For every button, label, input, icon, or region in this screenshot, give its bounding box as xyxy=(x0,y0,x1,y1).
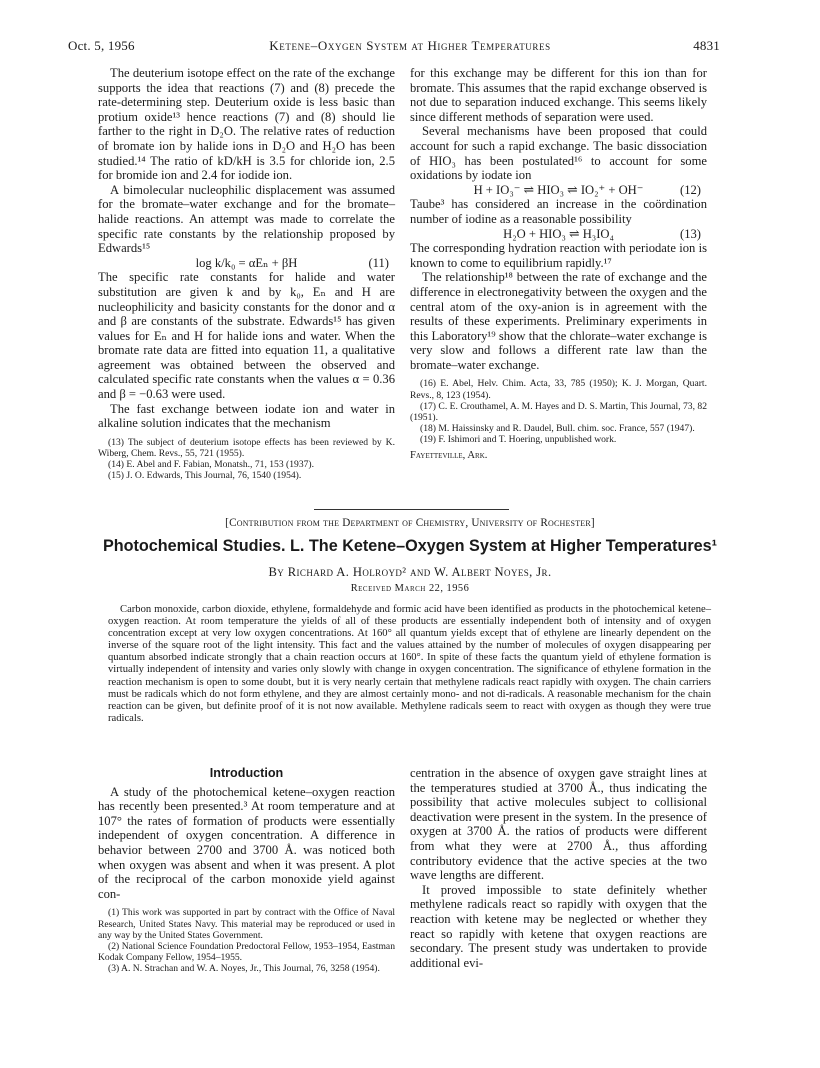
equation-12 xyxy=(410,183,707,198)
abstract: Carbon monoxide, carbon dioxide, ethylene, formaldehyde and formic acid have been identified as products in the photochemical ketene–oxygen reaction. At room temperature the yields of all of these products are essentially independent both of intensity and of oxygen concentration except at very low oxygen concentrations. At 160° all quantum yields except that of ethylene are linearly dependent on the inverse of the square root of the light intensity. This fact and the values attained by the number of molecules of oxygen disappearing per quantum absorbed indicate strongly that a chain reaction occurs at 160°. In spite of these facts the quantum yield of ethylene formation is virtually independent of intensity and varies only slowly with change in oxygen concentration. The significance of ethylene formation in the reaction mechanism is open to some doubt, but it is very nearly certain that methylene radicals react rapidly with oxygen. The chain carriers must be radicals which do not form ethylene, and they are almost certainly mono- and not di-radicals. A reasonable mechanism for the chain reaction can be given, but definite proof of it is not now available. Methylene radicals seem to react with oxygen as though they were true radicals. xyxy=(108,604,711,724)
footnote: (13) The subject of deuterium isotope effects has been reviewed by K. Wiberg, Chem. Revs., 55, 721 (1955). xyxy=(98,436,395,460)
contribution-line: [Contribution from the Department of Chemistry, University of Rochester] xyxy=(225,517,595,529)
paragraph: Several mechanisms have been proposed that could account for such a rapid exchange. The basic dissociation of HIO₃ has been postulated¹⁶ to account for some oxidations by iodate ion xyxy=(410,124,707,183)
footnotes xyxy=(98,907,395,974)
footnote: (3) A. N. Strachan and W. A. Noyes, Jr., This Journal, 76, 3258 (1954). xyxy=(108,963,380,975)
article-authors: By Richard A. Holroyd² and W. Albert Noyes, Jr. xyxy=(268,565,552,579)
paragraph: Taube³ has considered an increase in the coördination number of iodine as a reasonable possibility xyxy=(410,197,707,226)
running-title: Ketene–Oxygen System at Higher Temperatures xyxy=(269,38,551,53)
paragraph: The specific rate constants for halide and water substitution are given k and by k₀, Eₙ and H are nucleophilicity and basicity constants for the donor and α and β are constants of the substrate. Edwards¹⁵ has given values for Eₙ and H for halide ions and water. When the bromate rate data are fitted into equation 11, a qualitative agreement was obtained between the observed and calculated specific rate constants when the values α = 0.36 and β = −0.63 were used. xyxy=(98,270,395,402)
footnotes xyxy=(410,378,707,445)
footnote: (19) F. Ishimori and T. Hoering, unpublished work. xyxy=(420,434,617,446)
paragraph: for this exchange may be different for this ion than for bromate. This assumes that the rapid exchange observed is not due to separation induced exchange. This seems likely since different methods of separation were used. xyxy=(410,66,707,124)
page-number: 4831 xyxy=(693,38,720,53)
equation-text: H₂O + HIO₃ ⇌ H₃IO₄ xyxy=(503,226,614,241)
footnote: (16) E. Abel, Helv. Chim. Acta, 33, 785 (1950); K. J. Morgan, Quart. Revs., 8, 123 (1954). xyxy=(410,378,707,401)
footnote: (14) E. Abel and F. Fabian, Monatsh., 71, 153 (1937). xyxy=(108,459,315,471)
upper-right-column xyxy=(410,66,707,463)
lower-right-column xyxy=(410,766,707,970)
paragraph: The deuterium isotope effect on the rate of the exchange supports the idea that reactions (7) and (8) precede the rate-determining step. Deuterium oxide is less basic than protium oxide¹³ hence reactions (7) and (8) should lie farther to the right in D₂O. The relative rates of reduction of bromate ion by halide ions in D₂O and H₂O has been studied.¹⁴ The ratio of kD/kH is 3.5 for chloride ion, 2.5 for bromide ion and 2.4 for iodide ion. xyxy=(98,66,395,183)
article-title: Photochemical Studies. L. The Ketene–Oxygen System at Higher Temperatures¹ xyxy=(102,537,718,555)
footnote: (15) J. O. Edwards, This Journal, 76, 1540 (1954). xyxy=(108,470,302,482)
paragraph: It proved impossible to state definitely whether methylene radicals react so rapidly with oxygen that the reaction with ketene may be neglected or whether they react so rapidly with ketene that oxygen reactions are secondary. The present study was undertaken to provide additional evi- xyxy=(410,882,707,970)
section-heading: Introduction xyxy=(209,766,284,780)
footnote: (17) C. E. Crouthamel, A. M. Hayes and D. S. Martin, This Journal, 73, 82 (1951). xyxy=(410,400,707,424)
equation-text: H + IO₃⁻ ⇌ HIO₃ ⇌ IO₂⁺ + OH⁻ xyxy=(473,182,644,197)
equation-number: (11) xyxy=(368,255,389,270)
upper-left-column xyxy=(98,66,395,482)
equation-text: log k/k₀ = αEₙ + βH xyxy=(195,255,298,270)
paragraph: A bimolecular nucleophilic displacement was assumed for the bromate–water exchange and for the bromate–halide reactions. An attempt was made to correlate the specific rate constants by the relationship proposed by Edwards¹⁵ xyxy=(98,182,395,256)
affiliation: Fayetteville, Ark. xyxy=(410,449,488,461)
equation-13 xyxy=(410,227,707,242)
header-date: Oct. 5, 1956 xyxy=(68,38,135,53)
paragraph: The relationship¹⁸ between the rate of exchange and the difference in electronegativity between the oxygen and the central atom of the oxy-anion is in agreement with the results of these experiments. Preliminary experiments in this Laboratory¹⁹ show that the chlorate–water exchange is very slow and follows a different rate law than the bromate–water exchange. xyxy=(410,270,707,372)
equation-number: (13) xyxy=(680,226,701,241)
paragraph: The corresponding hydration reaction with periodate ion is known to come to equilibrium rapidly.¹⁷ xyxy=(410,241,707,270)
footnote: (2) National Science Foundation Predoctoral Fellow, 1953–1954, Eastman Kodak Company Fellow, 1954–1955. xyxy=(98,940,395,964)
paragraph: centration in the absence of oxygen gave straight lines at the temperatures studied at 3700 Å., thus indicating the possibility that active molecules subject to collisional deactivation were present in the system. In the presence of oxygen at 3700 Å. the ratios of products were different from what they were at 2700 Å., thus affording contributory evidence that the active species at the two wave lengths are different. xyxy=(410,766,707,883)
paragraph: A study of the photochemical ketene–oxygen reaction has recently been presented.³ At room temperature and at 107° the rates of formation of products were essentially independent of oxygen concentration. A difference in behavior between 2700 and 3700 Å. was noticed both when oxygen was absent and when it was present. A plot of the reciprocal of the carbon monoxide yield against con- xyxy=(98,784,395,901)
footnotes xyxy=(98,437,395,482)
equation-11 xyxy=(98,256,395,271)
received-date: Received March 22, 1956 xyxy=(350,583,470,594)
footnote: (18) M. Haissinsky and R. Daudel, Bull. chim. soc. France, 557 (1947). xyxy=(420,423,695,435)
equation-number: (12) xyxy=(680,182,701,197)
section-divider xyxy=(314,509,509,510)
lower-left-column xyxy=(98,766,395,975)
paragraph: The fast exchange between iodate ion and water in alkaline solution indicates that the mechanism xyxy=(98,401,395,431)
footnote: (1) This work was supported in part by contract with the Office of Naval Research, United States Navy. This material may be reproduced or used in any way by the United States Government. xyxy=(98,907,395,941)
